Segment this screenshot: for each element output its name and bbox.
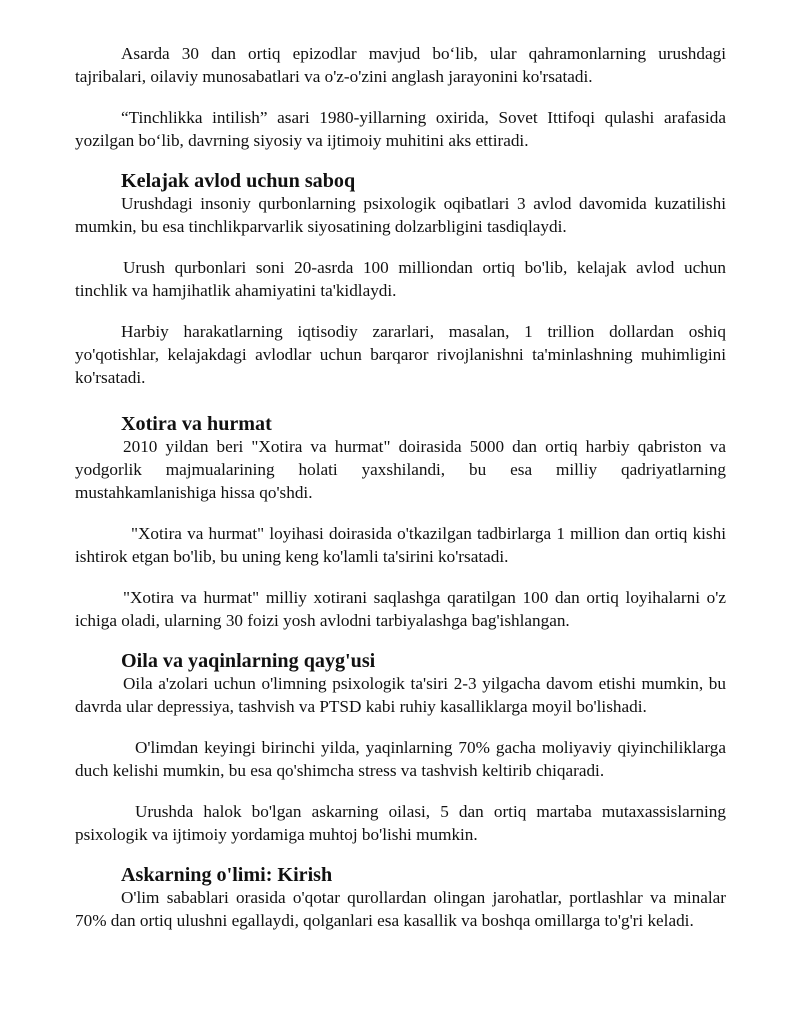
section-heading: Askarning o'limi: Kirish [121, 864, 333, 886]
paragraph: O'limdan keyingi birinchi yilda, yaqinlarning 70% gacha moliyaviy qiyinchiliklarga duch kelishi mumkin, bu esa qo'shimcha stress va tashvish keltirib chiqaradi. [75, 738, 726, 780]
paragraph: Oila a'zolari uchun o'limning psixologik ta'siri 2-3 yilgacha davom etishi mumkin, bu davrda ular depressiya, tashvish va PTSD kabi ruhiy kasalliklarga moyil bo'lishadi. [75, 674, 726, 716]
section-heading: Oila va yaqinlarning qayg'usi [121, 650, 376, 672]
paragraph: Asarda 30 dan ortiq epizodlar mavjud bo‘lib, ular qahramonlarning urushdagi tajribalari, oilaviy munosabatlari va o'z-o'zini anglash jarayonini ko'rsatadi. [75, 44, 726, 86]
paragraph: Urushda halok bo'lgan askarning oilasi, 5 dan ortiq martaba mutaxassislarning psixologik va ijtimoiy yordamiga muhtoj bo'lishi mumkin. [75, 802, 726, 844]
paragraph: 2010 yildan beri "Xotira va hurmat" doirasida 5000 dan ortiq harbiy qabriston va yodgorlik majmualarining holati yaxshilandi, bu esa milliy qadriyatlarning mustahkamlanishiga hissa qo'shdi. [75, 437, 726, 502]
section-oila-yaqinlar [75, 650, 726, 846]
paragraph: O'lim sabablari orasida o'qotar qurollardan olingan jarohatlar, portlashlar va minalar 70% dan ortiq ulushni egallaydi, qolganlari esa kasallik va boshqa omillarga to'g'ri keladi. [75, 888, 726, 930]
paragraph: "Xotira va hurmat" milliy xotirani saqlashga qaratilgan 100 dan ortiq loyihalarni o'z ichiga oladi, ularning 30 foizi yosh avlodni tarbiyalashga bag'ishlangan. [75, 588, 726, 630]
paragraph: Urushdagi insoniy qurbonlarning psixologik oqibatlari 3 avlod davomida kuzatilishi mumkin, bu esa tinchlikparvarlik siyosatining dolzarbligini tasdiqlaydi. [75, 194, 726, 236]
section-heading: Xotira va hurmat [121, 413, 272, 435]
section-xotira-hurmat [75, 413, 726, 632]
section-heading: Kelajak avlod uchun saboq [121, 170, 356, 192]
section-askarning-olimi [75, 864, 726, 932]
paragraph: Harbiy harakatlarning iqtisodiy zararlari, masalan, 1 trillion dollardan oshiq yo'qotishlar, kelajakdagi avlodlar uchun barqaror rivojlanishni ta'minlashning muhimligini ko'rsatadi. [75, 322, 726, 387]
document-page [75, 42, 726, 932]
paragraph: Urush qurbonlari soni 20-asrda 100 milliondan ortiq bo'lib, kelajak avlod uchun tinchlik va hamjihatlik ahamiyatini ta'kidlaydi. [75, 258, 726, 300]
paragraph: “Tinchlikka intilish” asari 1980-yillarning oxirida, Sovet Ittifoqi qulashi arafasida yozilgan bo‘lib, davrning siyosiy va ijtimoiy muhitini aks ettiradi. [75, 108, 726, 150]
section-kelajak-avlod [75, 170, 726, 389]
paragraph: "Xotira va hurmat" loyihasi doirasida o'tkazilgan tadbirlarga 1 million dan ortiq kishi ishtirok etgan bo'lib, bu uning keng ko'lamli ta'sirini ko'rsatadi. [75, 524, 726, 566]
